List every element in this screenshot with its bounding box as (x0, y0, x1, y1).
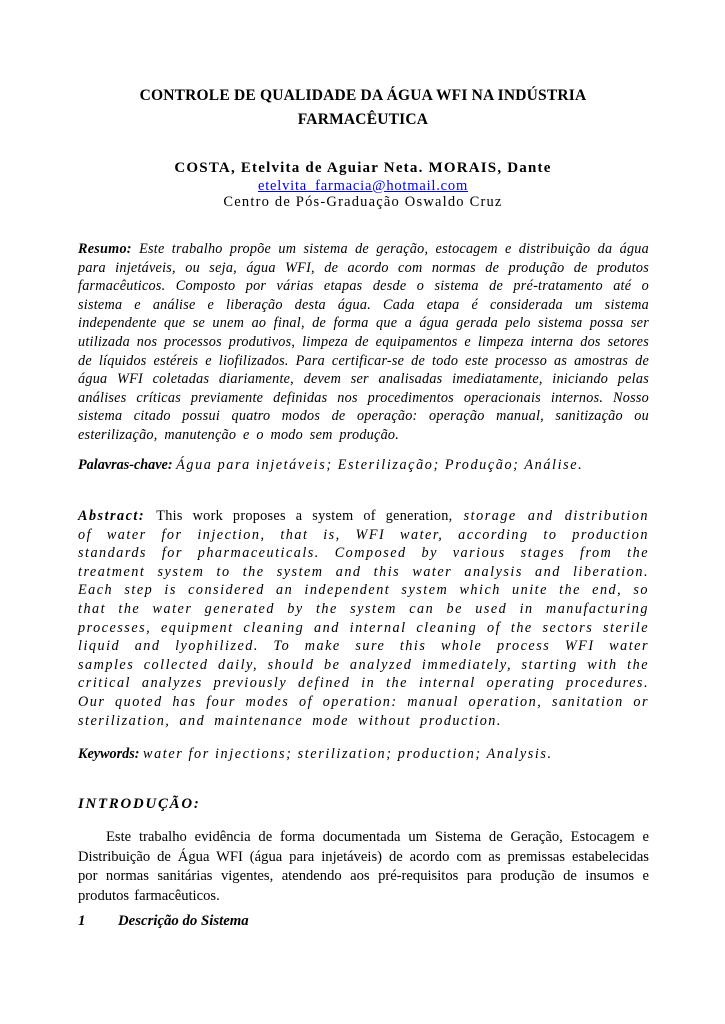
keywords-line (78, 745, 649, 763)
palavras-chave-label: Palavras-chave: (78, 457, 173, 473)
palavras-chave-text: Água para injetáveis; Esterilização; Produção; Análise. (176, 457, 584, 473)
abstract-label: Abstract: (78, 508, 146, 524)
palavras-chave-line (78, 456, 649, 474)
keywords-label: Keywords: (78, 746, 140, 762)
authors-line: COSTA, Etelvita de Aguiar Neta. MORAIS, Dante (174, 160, 552, 176)
affiliation-line: Centro de Pós-Graduação Oswaldo Cruz (223, 194, 503, 210)
email-row (78, 178, 648, 195)
abstract-paragraph (78, 507, 649, 730)
byline-block (78, 160, 648, 211)
resumo-paragraph (78, 240, 649, 445)
introduction-paragraph: Este trabalho evidência de forma documentada um Sistema de Geração, Estocagem e Distribuição de Água WFI (água para injetáveis) de acordo com as premissas estabelecidas por normas sanitárias vigentes, atendendo aos pré-requisitos para produção de insumos e produtos farmacêuticos. (78, 829, 649, 904)
resumo-text: Este trabalho propõe um sistema de geração, estocagem e distribuição da água para injetáveis, ou seja, água WFI, de acordo com normas de produção de produtos farmacêuticos. Composto por várias etapas desde o sistema de pré-tratamento até o sistema e análise e liberação desta água. Cada etapa é considerada um sistema independente que se unem ao final, de forma que a água gerada pelo sistema possa ser utilizada nos processos produtivos, limpeza de equipamentos e limpeza interna dos setores de líquidos estéreis e liofilizados. Para certificar-se de todo este processo as amostras de água WFI coletadas diariamente, devem ser analisadas imediatamente, iniciando pelas análises críticas previamente definidas nos procedimentos operacionais internos. Nosso sistema citado possui quatro modos de operação: operação manual, sanitização ou esterilização, manutenção e o modo sem produção. (78, 241, 649, 443)
abstract-text: storage and distribution of water for injection, that is, WFI water, according to production standards for pharmaceuticals. Composed by various stages from the treatment system to the system and this water analysis and liberation. Each step is considered an independent system which unite the end, so that the water generated by the system can be used in manufacturing processes, equipment cleaning and internal cleaning of the sectors sterile liquid and lyophilized. To make sure this whole process WFI water samples collected daily, should be analyzed immediately, starting with the critical analyzes previously defined in the internal operating procedures. Our quoted has four modes of operation: manual operation, sanitation or sterilization, and maintenance mode without production. (78, 508, 650, 729)
keywords-text: water for injections; sterilization; production; Analysis. (143, 746, 553, 762)
paper-title: CONTROLE DE QUALIDADE DA ÁGUA WFI NA INDÚSTRIA FARMACÊUTICA (139, 87, 587, 128)
section-1-title: Descrição do Sistema (118, 913, 249, 929)
abstract-lead-text: This work proposes a system of generation, (156, 508, 453, 524)
section-1-heading (78, 913, 649, 930)
introduction-heading: INTRODUÇÃO: (78, 796, 201, 812)
email-link[interactable]: etelvita_farmacia@hotmail.com (257, 177, 469, 194)
resumo-label: Resumo: (78, 241, 132, 257)
section-1-number: 1 (78, 913, 86, 929)
